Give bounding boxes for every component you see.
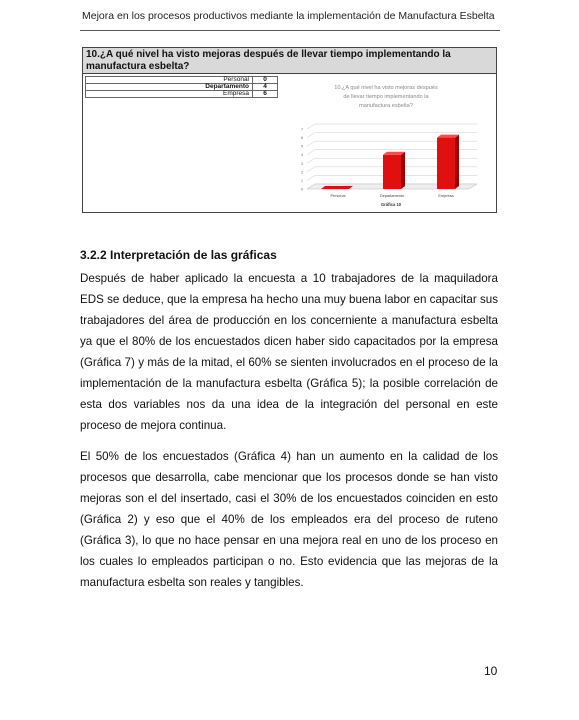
y-tick-label: 2 bbox=[301, 170, 303, 175]
chart-title-line: manufactura esbelta? bbox=[359, 103, 413, 109]
y-tick-label: 4 bbox=[301, 153, 303, 158]
chart-title-line: 10.¿A qué nivel ha visto mejoras después bbox=[334, 85, 438, 91]
chart-caption: Gráfica 10 bbox=[380, 202, 402, 207]
bar bbox=[321, 186, 353, 189]
gridline-side bbox=[307, 175, 315, 180]
paragraph-1: Después de haber aplicado la encuesta a 10 trabajadores de la maquiladora EDS se deduce, que la empresa ha hecho una muy buena labor en capacitar sus trabajadores del área de producción en los concerniente a manufactura esbelta ya que el 80% de los encuestados dicen haber sido capacitados por la empresa (Gráfica 7) y más de la mitad, el 60% se sienten involucrados en el proceso de la implementación de la manufactura esbelta (Gráfica 5); la posible correlación de esta dos variables nos da una idea de la integración del personal en este proceso de mejora continua. bbox=[80, 272, 498, 432]
y-tick-label: 1 bbox=[301, 178, 303, 183]
chart-title-line: de llevar tiempo implementando la bbox=[343, 94, 429, 100]
y-tick-label: 7 bbox=[301, 127, 303, 132]
bar-side bbox=[455, 135, 459, 189]
gridline-side bbox=[307, 124, 315, 129]
x-tick-label: Empresa bbox=[438, 194, 454, 198]
y-tick-label: 6 bbox=[301, 136, 303, 141]
gridline-side bbox=[307, 158, 315, 163]
bar bbox=[437, 138, 455, 189]
y-tick-label: 0 bbox=[301, 187, 303, 192]
survey-figure bbox=[82, 47, 497, 213]
header-divider bbox=[80, 30, 500, 31]
y-tick-label: 3 bbox=[301, 161, 303, 166]
row-label: Personal bbox=[86, 77, 253, 84]
page-number: 10 bbox=[484, 664, 498, 678]
gridline-side bbox=[307, 167, 315, 172]
gridline-side bbox=[307, 150, 315, 155]
row-label: Empresa bbox=[86, 91, 253, 98]
bar bbox=[383, 155, 401, 189]
y-tick-label: 5 bbox=[301, 144, 303, 149]
row-value: 6 bbox=[253, 91, 278, 98]
x-tick-label: Personal bbox=[330, 194, 346, 198]
gridline-side bbox=[307, 133, 315, 138]
bar-chart bbox=[283, 76, 488, 210]
question-title: 10.¿A qué nivel ha visto mejoras después de llevar tiempo implementando la manufactura esbelta? bbox=[83, 48, 496, 74]
row-label: Departamento bbox=[86, 84, 253, 91]
section-heading: 3.2.2 Interpretación de las gráficas bbox=[80, 248, 277, 262]
row-value: 0 bbox=[253, 77, 278, 84]
paragraph-2: El 50% de los encuestados (Gráfica 4) han un aumento en la calidad de los procesos que desarrolla, cabe mencionar que los procesos donde se han visto mejoras son el del insertado, casi el 30% de los encuestados coinciden en esto (Gráfica 2) y eso que el 40% de los empleados era del proceso de ruteno (Gráfica 3), lo que no hace pensar en una mejora real en uno de los proceso en los cuales lo empleados participan o no. Esto evidencia que las mejoras de la manufactura esbelta son reales y tangibles. bbox=[80, 450, 498, 589]
counts-table bbox=[85, 76, 278, 98]
x-tick-label: Departamento bbox=[379, 194, 405, 198]
bar-side bbox=[401, 152, 405, 189]
row-value: 4 bbox=[253, 84, 278, 91]
gridline-side bbox=[307, 141, 315, 146]
running-header: Mejora en los procesos productivos mediante la implementación de Manufactura Esbelta bbox=[82, 10, 495, 22]
table-row bbox=[86, 91, 278, 98]
